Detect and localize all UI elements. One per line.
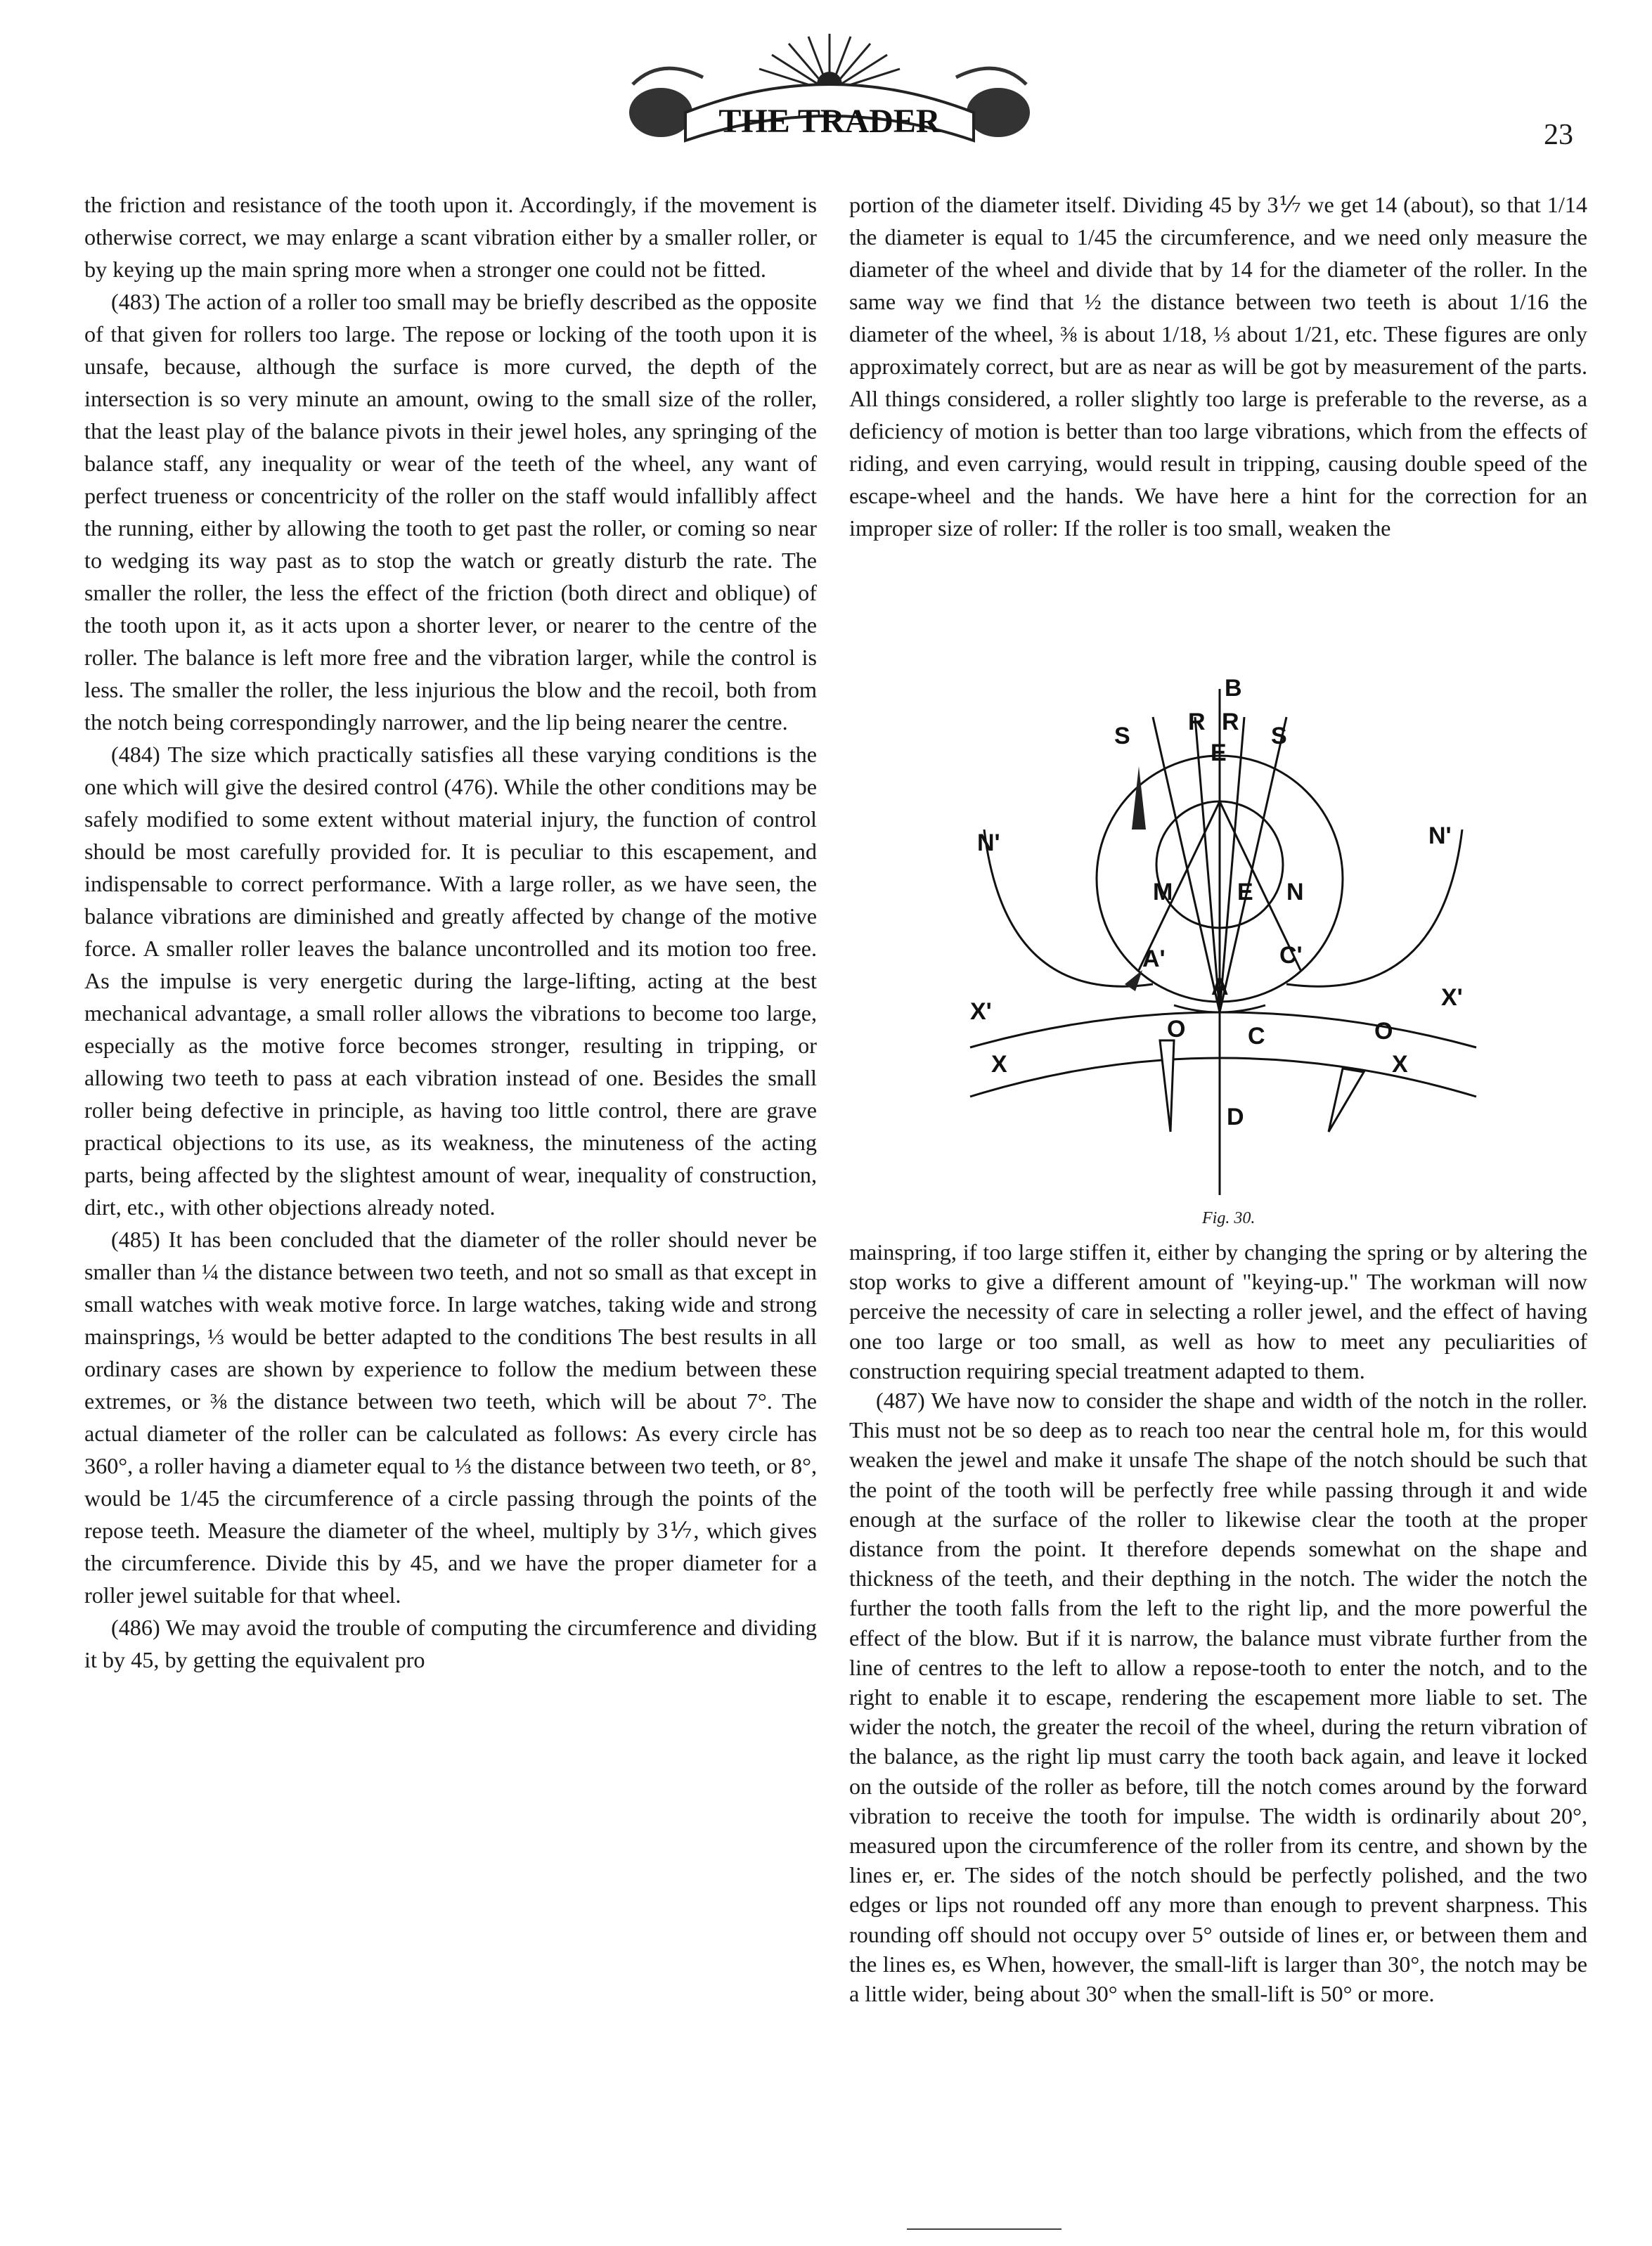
paragraph: (485) It has been concluded that the diameter of the roller should never be smaller than ¼ the distance between two teeth, and not so small as that except in small watches with weak motive force. In large watches, taking wide and strong mainsprings, ⅓ would be better adapted to the conditions The best results in all ordinary cases are shown by experience to follow the medium between these extremes, or ⅜ the distance between two teeth, which will be about 7°. The actual diameter of the roller can be calculated as follows: As every circle has 360°, a roller having a diameter equal to ⅓ the distance between two teeth, or 8°, would be 1/45 the circumference of a circle passing through the points of the repose teeth. Measure the diameter of the wheel, multiply by 3⅐, which gives the circumference. Divide this by 45, and we have the proper diameter for a roller jewel suitable for that wheel. <box>84 1227 817 1608</box>
figure-caption: Fig. 30. <box>1202 1209 1256 1227</box>
figure-label: E <box>1211 740 1227 766</box>
sunburst-masthead-icon <box>619 28 1040 155</box>
right-column-bottom <box>849 1237 1587 2008</box>
figure-label: E <box>1237 879 1253 905</box>
escapement-diagram <box>956 675 1532 1209</box>
figure-label: R <box>1188 709 1206 735</box>
paragraph: (487) We have now to consider the shape and width of the notch in the roller. This must not be so deep as to reach too near the central hole m, for this would weaken the jewel and make it unsafe The shape of the notch should be such that the point of the tooth will be perfectly free while passing through it and wide enough at the surface of the roller to likewise clear the tooth at the proper distance from the point. It therefore depends somewhat on the shape and thickness of the teeth, and their depthing in the notch. The wider the notch the further the tooth falls from the left to the right lip, and the more powerful the effect of the blow. But if it is narrow, the balance must vibrate further from the line of centres to the left to allow a repose-tooth to enter the notch, and to the right to enable it to escape, rendering the escapement more liable to set. The wider the notch, the greater the recoil of the wheel, during the return vibration of the balance, as the right lip must carry the tooth back again, and leave it locked on the outside of the roller as before, till the notch comes around by the forward vibration to receive the tooth for impulse. The width is ordinarily about 20°, measured upon the circumference of the roller from its centre, and shown by the lines er, er. The sides of the notch should be perfectly polished, and the two edges or lips not rounded off any more than enough to prevent sharpness. This rounding off should not occupy over 5° outside of lines er, or between them and the lines es, es When, however, the small-lift is larger than 30°, the notch may be a little wider, being about 30° when the small-lift is 50° or more. <box>849 1388 1587 2007</box>
figure-label: D <box>1227 1104 1244 1130</box>
figure-label: N' <box>977 830 1000 856</box>
right-column-top <box>849 188 1587 544</box>
figure-label: M <box>1153 879 1173 905</box>
figure-label: A <box>1211 974 1229 1000</box>
figure-label: N' <box>1428 822 1452 849</box>
figure-label: X' <box>970 998 992 1025</box>
paragraph: mainspring, if too large stiffen it, either by changing the spring or by altering the stop works to give a different amount of "keying-up." The workman will now perceive the necessity of care in selecting a roller jewel, and the effect of having one too large or too small, as well as how to meet any peculiarities of construction requiring special treatment adapted to them. <box>849 1239 1587 1383</box>
masthead-logo-text: THE TRADER <box>718 103 941 140</box>
paragraph: (483) The action of a roller too small may be briefly described as the opposite of that given for rollers too large. The repose or locking of the tooth upon it is unsafe, because, although the surface is more curved, the depth of the intersection is so very minute an amount, owing to the small size of the roller, that the least play of the balance pivots in their jewel holes, any springing of the balance staff, any inequality or wear of the teeth of the wheel, any want of perfect trueness or concentricity of the roller on the staff would infallibly affect the running, either by allowing the tooth to get past the roller, or coming so near to wedging its way past as to stop the watch or greatly disturb the rate. The smaller the roller, the less the effect of the friction (both direct and oblique) of the tooth upon it, as it acts upon a shorter lever, or nearer to the centre of the roller. The balance is left more free and the vibration larger, while the control is less. The smaller the roller, the less injurious the blow and the recoil, both from the notch being correspondingly narrower, and the lip being nearer the centre. <box>84 289 817 735</box>
left-column <box>84 188 817 1676</box>
divider <box>907 2228 1061 2230</box>
figure-label: S <box>1271 723 1287 749</box>
figure-label: A' <box>1142 945 1166 972</box>
paragraph: portion of the diameter itself. Dividing 45 by 3⅐ we get 14 (about), so that 1/14 the diameter is equal to 1/45 the circumference, and we need only measure the diameter of the wheel and divide that by 14 for the diameter of the roller. In the same way we find that ½ the distance between two teeth is about 1/16 the diameter of the wheel, ⅜ is about 1/18, ⅓ about 1/21, etc. These figures are only approximately correct, but are as near as will be got by measurement of the parts. All things considered, a roller slightly too large is preferable to the reverse, as a deficiency of motion is better than too large vibrations, which from the effects of riding, and even carrying, would result in tripping, causing double speed of the escape-wheel and the hands. We have here a hint for the correction for an improper size of roller: If the roller is too small, weaken the <box>849 192 1587 541</box>
paragraph: (486) We may avoid the trouble of computing the circumference and dividing it by 45, by getting the equivalent pro <box>84 1615 817 1672</box>
figure-label: N <box>1286 879 1304 905</box>
figure-label: C' <box>1279 942 1303 969</box>
figure-label: X <box>1392 1051 1408 1078</box>
figure-label: X <box>991 1051 1007 1078</box>
figure-label: O <box>1374 1018 1393 1045</box>
figure-label: X' <box>1441 984 1463 1011</box>
figure-label: O <box>1167 1016 1186 1043</box>
page-number: 23 <box>1544 119 1573 151</box>
masthead-logo <box>619 28 1040 155</box>
figure-label: C <box>1248 1023 1265 1050</box>
paragraph: (484) The size which practically satisfies all these varying conditions is the one which will give the desired control (476). While the other conditions may be safely modified to some extent without material injury, the function of control should be most carefully provided for. It is peculiar to this escapement, and indispensable to correct performance. With a large roller, as we have seen, the balance vibrations are diminished and greatly affected by change of the motive force. A smaller roller leaves the balance uncontrolled and its motion too free. As the impulse is very energetic during the large-lifting, acting at the best mechanical advantage, a small roller allows the vibrations to become too large, especially as the motive force becomes stronger, resulting in tripping, or allowing two teeth to pass at each vibration instead of one. Besides the small roller being defective in principle, as having too little control, there are grave practical objections to its use, as its weakness, the minuteness of the acting parts, being affected by the slightest amount of wear, inequality of construction, dirt, etc., with other objections already noted. <box>84 742 817 1220</box>
paragraph: the friction and resistance of the tooth upon it. Accordingly, if the movement is otherwise correct, we may enlarge a scant vibration either by a smaller roller, or by keying up the main spring more when a stronger one could not be fitted. <box>84 192 817 282</box>
figure-label: B <box>1225 675 1242 702</box>
figure-label: S <box>1114 723 1130 749</box>
figure-label: R <box>1222 709 1239 735</box>
